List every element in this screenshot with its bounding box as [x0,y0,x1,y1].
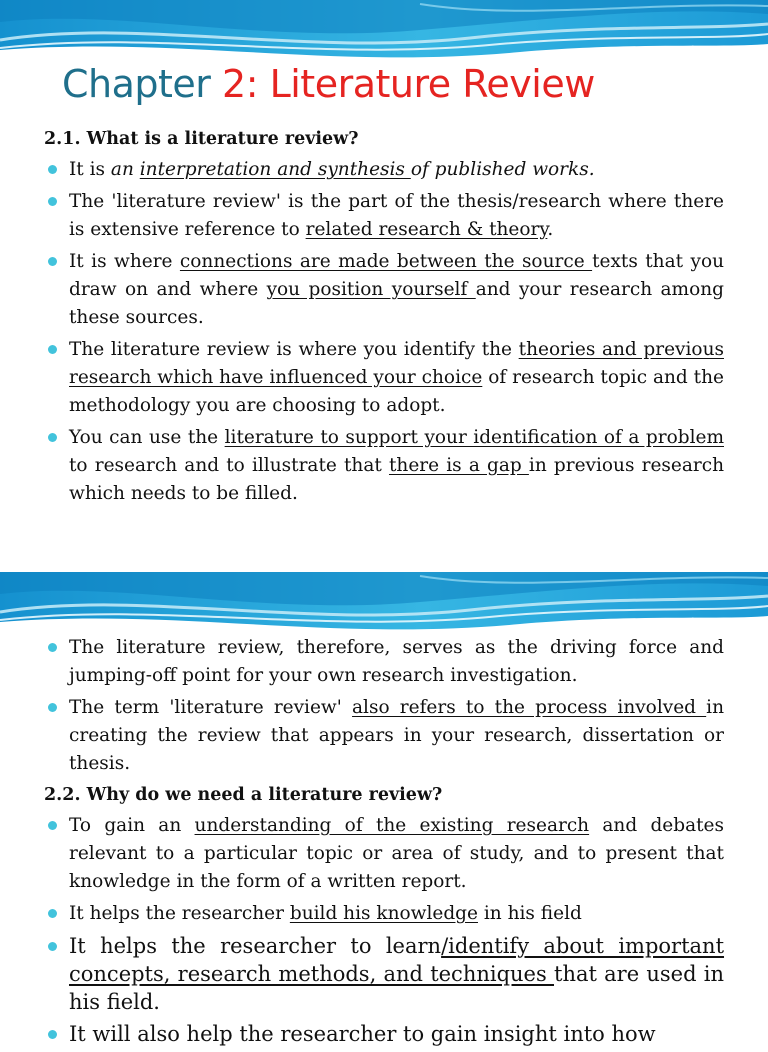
bullet-item [44,812,724,896]
bullet-text: to research and to illustrate that [69,455,389,476]
bullet-text: The 'literature review' is the part of the thesis/research where there is extensive reference to [69,191,724,240]
bullet-text: The term 'literature review' [69,697,353,718]
bullet-text: of research topic and the methodology you are choosing to adopt. [69,367,724,416]
bullet-item [44,336,724,420]
underlined-phrase: literature to support your identification of a problem [224,427,724,448]
underlined-phrase: understanding of the existing research [194,815,590,836]
bullet-text: It is [69,159,111,180]
bullet-text: an [110,159,140,180]
wave-banner [0,572,768,632]
bullet-list-a [44,634,724,778]
bullet-text: To gain an [69,815,195,836]
bullet-text: You can use the [69,427,225,448]
bullet-text: in creating the review that appears in your research, dissertation or thesis. [69,697,725,774]
underlined-phrase: build his knowledge [289,903,478,924]
bullet-dot-icon [48,821,57,830]
bullet-text: in his field [477,903,582,924]
bullet-list-b [44,812,724,1048]
slide-2-content [44,634,724,1052]
title-part-1: Chapter [62,62,223,106]
bullet-item [44,248,724,332]
bullet-text: It helps the researcher to learn [69,934,442,958]
bullet-text: of published works. [410,159,595,180]
title-part-2: 2: Literature Review [222,62,595,106]
wave-banner [0,0,768,60]
bullet-item [44,424,724,508]
bullet-text: texts that you draw on and where [69,251,724,300]
bullet-dot-icon [48,942,57,951]
bullet-item [44,932,724,1016]
bullet-text: in previous research which needs to be filled. [69,455,725,504]
underlined-phrase: /identify about important concepts, research methods, and techniques [69,934,725,986]
bullet-dot-icon [48,703,57,712]
section-heading-2-1: 2.1. What is a literature review? [44,129,359,149]
underlined-phrase: related research & theory [305,219,548,240]
underlined-phrase: theories and previous research which have influenced your choice [69,339,724,388]
bullet-text: It is where [69,251,180,272]
underlined-phrase: connections are made between the source [179,251,593,272]
bullet-dot-icon [48,197,57,206]
bullet-item [44,694,724,778]
bullet-text: The literature review, therefore, serves as the driving force and jumping-off point for your own research investigation. [69,637,724,686]
bullet-dot-icon [48,345,57,354]
bullet-item [44,1020,724,1048]
bullet-item [44,156,724,184]
bullet-item [44,900,724,928]
bullet-dot-icon [48,433,57,442]
bullet-text: that are used in his field. [69,962,724,1014]
underlined-phrase: interpretation and synthesis [139,159,411,180]
bullet-dot-icon [48,165,57,174]
bullet-dot-icon [48,1030,57,1039]
bullet-text: The literature review is where you identify the [69,339,519,360]
bullet-item [44,188,724,244]
bullet-dot-icon [48,909,57,918]
bullet-text: and your research among these sources. [69,279,724,328]
underlined-phrase: also refers to the process involved [352,697,707,718]
bullet-dot-icon [48,643,57,652]
bullet-list [44,156,724,508]
bullet-text: . [547,219,554,240]
bullet-text: It will also help the researcher to gain insight into how [69,1022,656,1046]
bullet-text: It helps the researcher [69,903,290,924]
bullet-item [44,634,724,690]
slide-1-content [44,126,724,512]
slide-separator [0,548,768,572]
underlined-phrase: there is a gap [388,455,529,476]
bullet-dot-icon [48,257,57,266]
underlined-phrase: you position yourself [266,279,476,300]
bullet-text: and debates relevant to a particular topic or area of study, and to present that knowledge in the form of a written report. [69,815,724,892]
slide-title [62,62,595,106]
section-heading-2-2: 2.2. Why do we need a literature review? [44,785,443,805]
